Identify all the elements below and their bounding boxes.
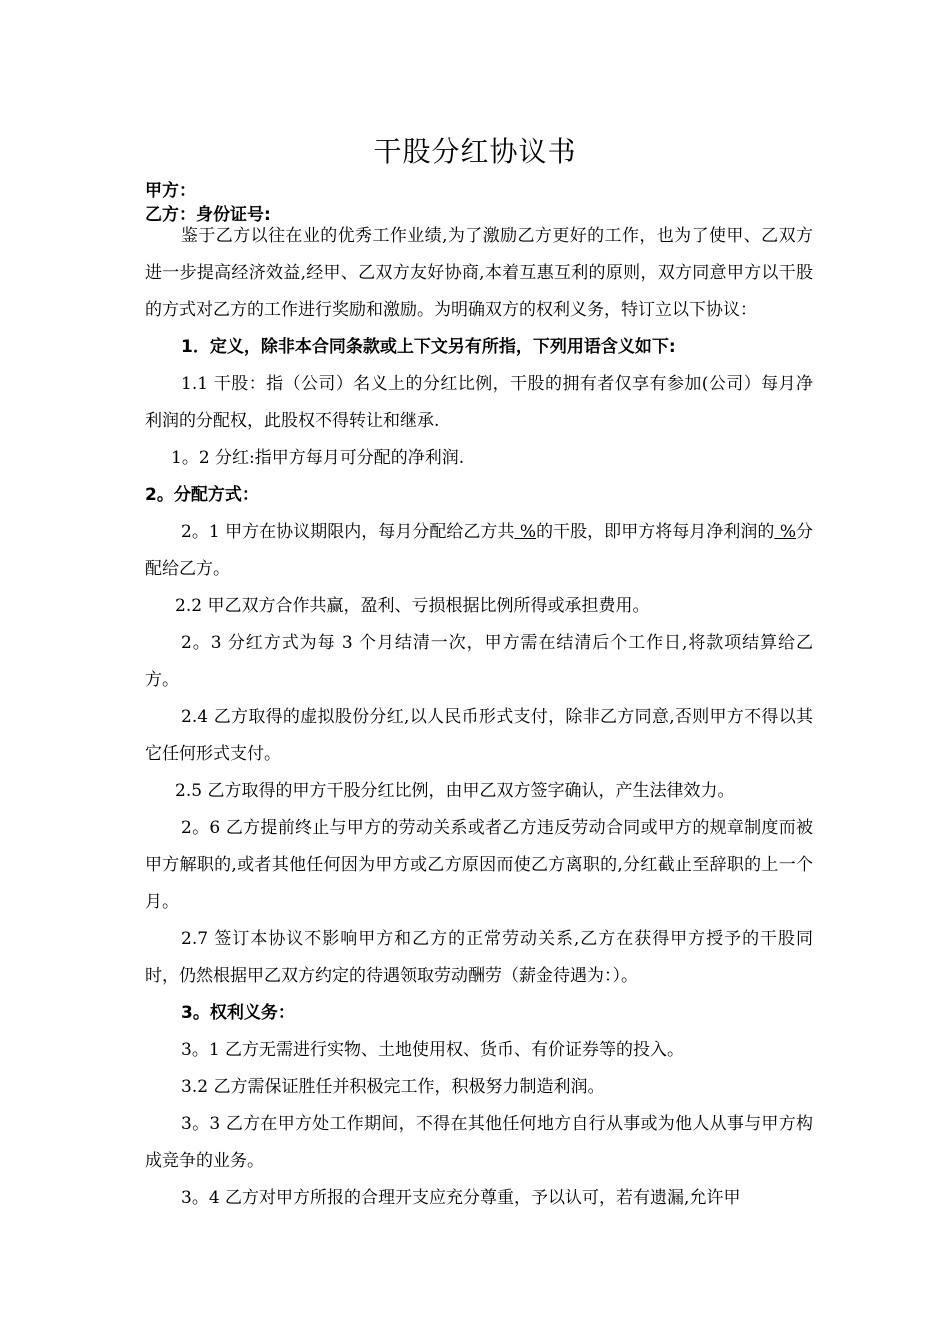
clause-2-3: 2。3 分红方式为每 3 个月结清一次，甲方需在结清后个工作日,将款项结算给乙方。 [145,633,813,690]
section-1-heading: 1．定义，除非本合同条款或上下文另有所指，下列用语含义如下: [181,337,676,357]
clause-2-1 [145,514,813,588]
clause-2-1-part-b: 的干股，即甲方将每月净利润的 [536,522,775,542]
clause-3-1: 3。1 乙方无需进行实物、土地使用权、货币、有价证券等的投入。 [181,1040,685,1060]
clause-2-7: 2.7 签订本协议不影响甲方和乙方的正常劳动关系,乙方在获得甲方授予的干股同时，仍然根据甲乙双方约定的待遇领取劳动酬劳（薪金待遇为：）。 [145,929,813,986]
clause-2-1-part-c: 分配给乙方。 [145,522,814,579]
clause-3-3: 3。3 乙方在甲方处工作期间，不得在其他任何地方自行从事或为他人从事与甲方构成竞争的业务。 [145,1114,813,1171]
clause-2-5: 2.5 乙方取得的甲方干股分红比例，由甲乙双方签字确认，产生法律效力。 [175,781,735,801]
section-2-heading: 2。分配方式： [145,485,259,505]
clause-1-1: 1.1 干股：指（公司）名义上的分红比例，干股的拥有者仅享有参加(公司）每月净利润的分配权，此股权不得转让和继承. [145,374,813,431]
party-a-label: 甲方： [145,181,196,201]
profit-percent-blank: % [774,522,796,542]
clause-2-2: 2.2 甲乙双方合作共赢，盈利、亏损根据比例所得或承担费用。 [175,596,650,616]
section-3-heading: 3。权利义务： [181,1003,295,1023]
clause-3-4: 3。4 乙方对甲方所报的合理开支应充分尊重，予以认可，若有遗漏,允许甲 [181,1188,741,1208]
document-body [145,218,813,1217]
party-b-label: 乙方：身份证号: [145,205,271,225]
clause-3-2: 3.2 乙方需保证胜任并积极完工作，积极努力制造利润。 [181,1077,605,1097]
clause-1-2: 1。2 分红:指甲方每月可分配的净利润. [171,448,465,468]
intro-paragraph: 鉴于乙方以往在业的优秀工作业绩,为了激励乙方更好的工作，也为了使甲、乙双方进一步提高经济效益,经甲、乙双方友好协商,本着互惠互利的原则，双方同意甲方以干股的方式对乙方的工作进行奖励和激励。为明确双方的权利义务，特订立以下协议： [145,226,813,320]
share-percent-blank: % [514,522,537,542]
clause-2-4: 2.4 乙方取得的虚拟股份分红,以人民币形式支付，除非乙方同意,否则甲方不得以其它任何形式支付。 [145,707,813,764]
clause-2-1-part-a: 2。1 甲方在协议期限内，每月分配给乙方共 [181,522,515,542]
document-title: 干股分红协议书 [373,135,577,168]
clause-2-6: 2。6 乙方提前终止与甲方的劳动关系或者乙方违反劳动合同或甲方的规章制度而被甲方解职的,或者其他任何因为甲方或乙方原因而使乙方离职的,分红截止至辞职的上一个月。 [145,818,813,912]
